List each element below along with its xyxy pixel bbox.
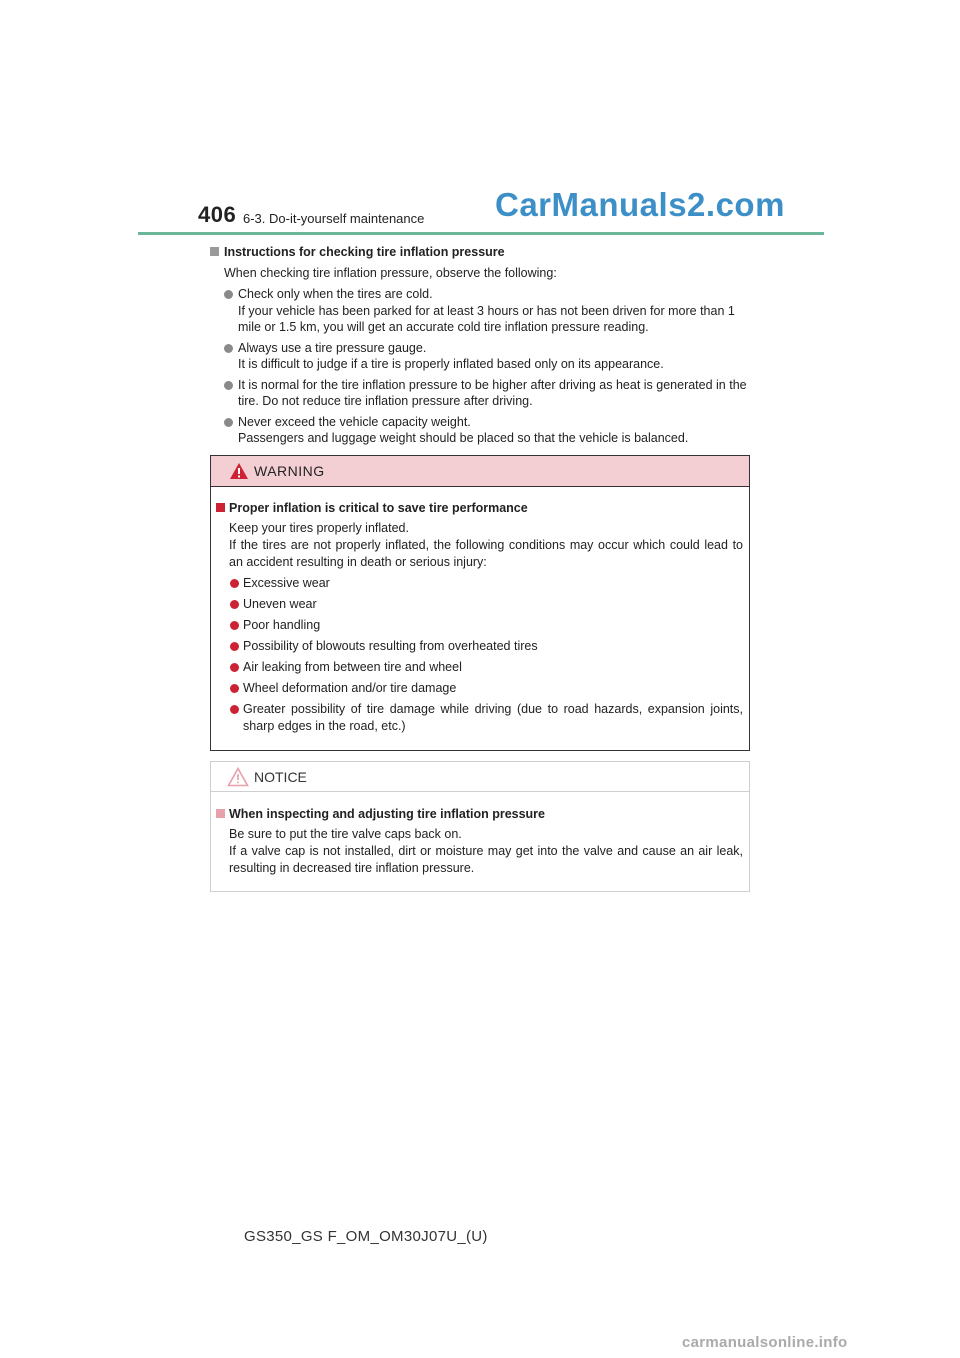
circle-bullet-icon: [230, 600, 239, 609]
section-title: 6-3. Do-it-yourself maintenance: [243, 211, 425, 226]
list-item: [216, 617, 743, 634]
square-bullet-icon: [216, 809, 225, 818]
document-code: GS350_GS F_OM_OM30J07U_(U): [244, 1228, 488, 1245]
warning-label: WARNING: [254, 463, 325, 479]
list-item: [210, 377, 750, 410]
notice-label: NOTICE: [254, 769, 307, 785]
notice-heading: [216, 805, 743, 823]
list-item-detail: If your vehicle has been parked for at least 3 hours or has not been driven for more than 1 mile or 1.5 km, you will get an accurate cold tire inflation pressure reading.: [238, 303, 735, 334]
notice-body: [211, 792, 749, 877]
notice-header: [211, 762, 749, 792]
notice-text: [229, 826, 743, 877]
notice-line: Be sure to put the tire valve caps back on.: [229, 827, 462, 841]
notice-triangle-icon: [227, 767, 249, 787]
list-item-title: Always use a tire pressure gauge.: [238, 340, 427, 355]
list-item-detail: It is difficult to judge if a tire is properly inflated based only on its appearance.: [238, 357, 664, 371]
circle-bullet-icon: [230, 642, 239, 651]
watermark-logo: CarManuals2.com: [495, 186, 785, 223]
site-watermark: carmanualsonline.info: [682, 1334, 848, 1351]
list-item-text: Wheel deformation and/or tire damage: [243, 681, 457, 695]
warning-body: [211, 487, 749, 735]
warning-header: [211, 456, 749, 487]
list-item: [216, 596, 743, 613]
list-item-title: Never exceed the vehicle capacity weight.: [238, 414, 471, 429]
list-item-text: Possibility of blowouts resulting from overheated tires: [243, 639, 538, 653]
list-item: [216, 638, 743, 655]
intro-text: When checking tire inflation pressure, observe the following:: [224, 266, 557, 280]
circle-bullet-icon: [224, 290, 233, 299]
warning-intro: [229, 520, 743, 571]
square-bullet-icon: [216, 503, 225, 512]
square-bullet-icon: [210, 247, 219, 256]
page-number: 406: [198, 202, 237, 227]
warning-intro-line: If the tires are not properly inflated, the following conditions may occur which could lead to an accident resulting in death or serious injury:: [229, 538, 743, 569]
circle-bullet-icon: [224, 418, 233, 427]
circle-bullet-icon: [230, 663, 239, 672]
main-content: [210, 243, 750, 451]
list-item-text: Greater possibility of tire damage while driving (due to road hazards, expansion joints, sharp edges in the road, etc.): [243, 702, 743, 733]
list-item-detail: Passengers and luggage weight should be placed so that the vehicle is balanced.: [238, 431, 689, 445]
list-item-text: Uneven wear: [243, 597, 317, 611]
list-item: [210, 340, 750, 373]
notice-heading-text: When inspecting and adjusting tire inflation pressure: [229, 807, 546, 821]
list-item: [210, 414, 750, 447]
warning-box: [210, 455, 750, 751]
list-item: [216, 680, 743, 697]
circle-bullet-icon: [230, 621, 239, 630]
list-item-title: Check only when the tires are cold.: [238, 287, 433, 301]
list-item-title: It is normal for the tire inflation pressure to be higher after driving as heat is generated in the tire. Do not reduce tire inflation pressure after driving.: [238, 377, 747, 408]
warning-heading: [216, 499, 743, 517]
list-item: [210, 286, 750, 336]
section-heading: [210, 243, 750, 261]
circle-bullet-icon: [224, 381, 233, 390]
list-item: [216, 575, 743, 592]
circle-bullet-icon: [224, 344, 233, 353]
warning-triangle-icon: [229, 462, 249, 480]
notice-box: [210, 761, 750, 892]
list-item-text: Poor handling: [243, 618, 321, 632]
page-header: [198, 186, 823, 234]
warning-heading-text: Proper inflation is critical to save tire performance: [229, 501, 528, 515]
warning-intro-line: Keep your tires properly inflated.: [229, 521, 409, 535]
circle-bullet-icon: [230, 684, 239, 693]
list-item-text: Air leaking from between tire and wheel: [243, 660, 462, 674]
list-item-text: Excessive wear: [243, 576, 330, 590]
header-divider: [138, 232, 824, 235]
notice-line: If a valve cap is not installed, dirt or moisture may get into the valve and cause an air leak, resulting in decreased tire inflation pressure.: [229, 844, 743, 875]
circle-bullet-icon: [230, 705, 239, 714]
section-heading-text: Instructions for checking tire inflation pressure: [224, 245, 505, 259]
list-item: [216, 701, 743, 735]
circle-bullet-icon: [230, 579, 239, 588]
list-item: [216, 659, 743, 676]
